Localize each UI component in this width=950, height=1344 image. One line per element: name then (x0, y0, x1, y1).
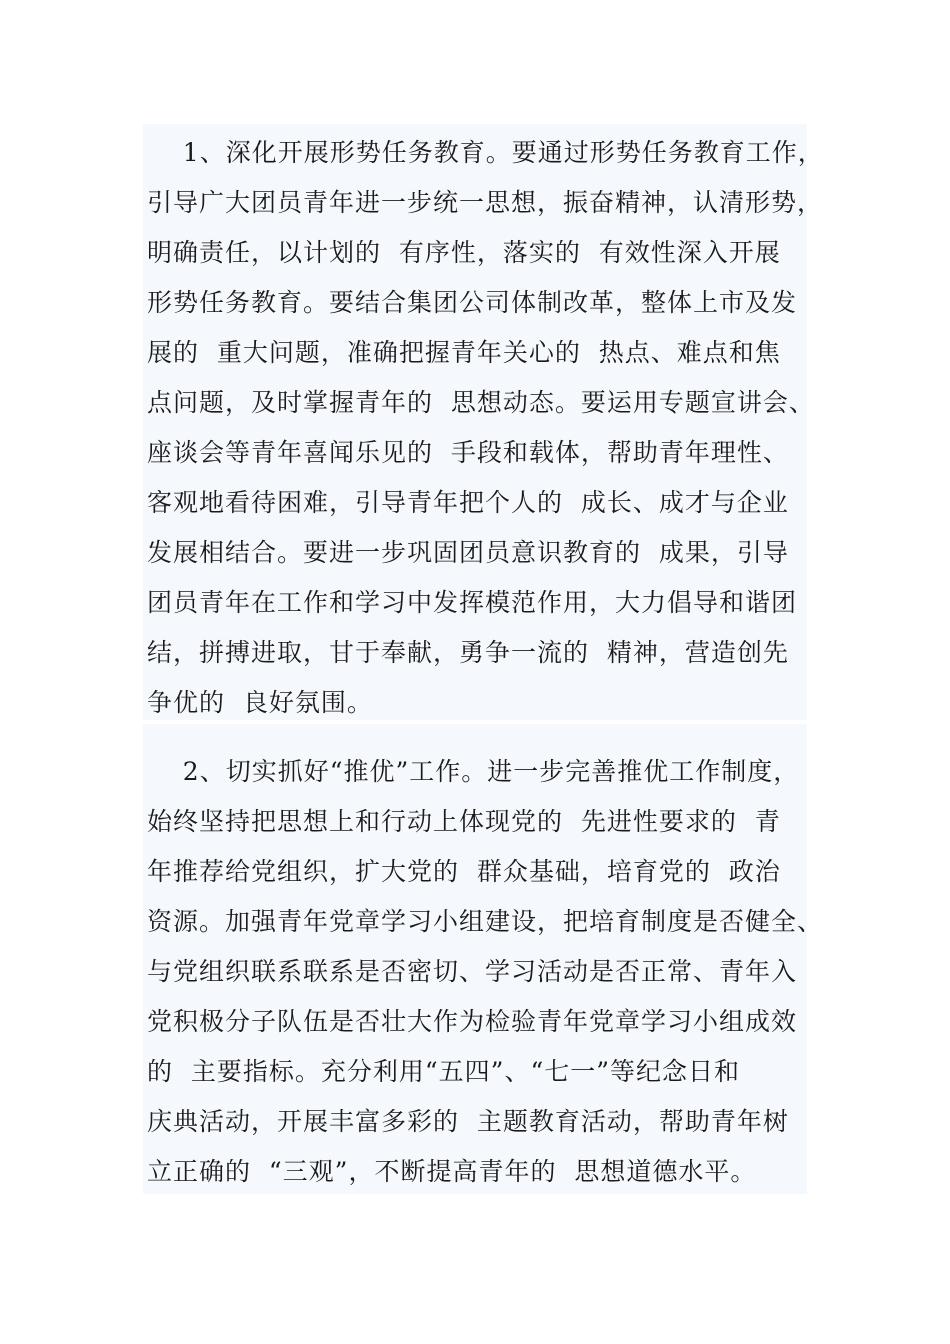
paragraph-line: 座谈会等青年喜闻乐见的 手段和载体，帮助青年理性、 (147, 438, 789, 467)
paragraph-line: 立正确的 “三观”，不断提高青年的 思想道德水平。 (147, 1157, 757, 1186)
paragraph-2 (143, 724, 824, 1194)
paragraph-line: 发展相结合。要进一步巩固团员意识教育的 成果，引导 (147, 538, 789, 567)
paragraph-line: 明确责任，以计划的 有序性，落实的 有效性深入开展 (147, 238, 781, 267)
paragraph-line: 与党组织联系联系是否密切、学习活动是否正常、青年入 (147, 957, 798, 986)
paragraph-line: 展的 重大问题，准确把握青年关心的 热点、难点和焦 (147, 338, 781, 367)
paragraph-line: 争优的 良好氛围。 (147, 688, 373, 717)
paragraph-line: 形势任务教育。要结合集团公司体制改革，整体上市及发 (147, 288, 798, 317)
paragraph-line: 始终坚持把思想上和行动上体现党的 先进性要求的 青 (147, 807, 781, 836)
paragraph-line: 庆典活动，开展丰富多彩的 主题教育活动，帮助青年树 (147, 1107, 789, 1136)
paragraph-line: 的 主要指标。充分利用“五四”、“七一”等纪念日和 (147, 1057, 741, 1086)
paragraph-line: 引导广大团员青年进一步统一思想，振奋精神，认清形势， (147, 188, 824, 217)
paragraph-line: 党积极分子队伍是否壮大作为检验青年党章学习小组成效 (147, 1007, 798, 1036)
paragraph-line: 年推荐给党组织，扩大党的 群众基础，培育党的 政治 (147, 857, 781, 886)
paragraph-1 (143, 124, 824, 720)
paragraph-line: 客观地看待困难，引导青年把个人的 成长、成才与企业 (147, 488, 789, 517)
paragraph-line: 结，拼搏进取，甘于奉献，勇争一流的 精神，营造创先 (147, 638, 789, 667)
paragraph-line: 点问题，及时掌握青年的 思想动态。要运用专题宣讲会、 (147, 388, 815, 417)
paragraph-line: 2、切实抓好“推优”工作。进一步完善推优工作制度， (147, 757, 800, 786)
paragraph-line: 1、深化开展形势任务教育。要通过形势任务教育工作， (147, 138, 824, 167)
paragraph-line: 资源。加强青年党章学习小组建设，把培育制度是否健全、 (147, 907, 824, 936)
paragraph-line: 团员青年在工作和学习中发挥模范作用，大力倡导和谐团 (147, 588, 798, 617)
